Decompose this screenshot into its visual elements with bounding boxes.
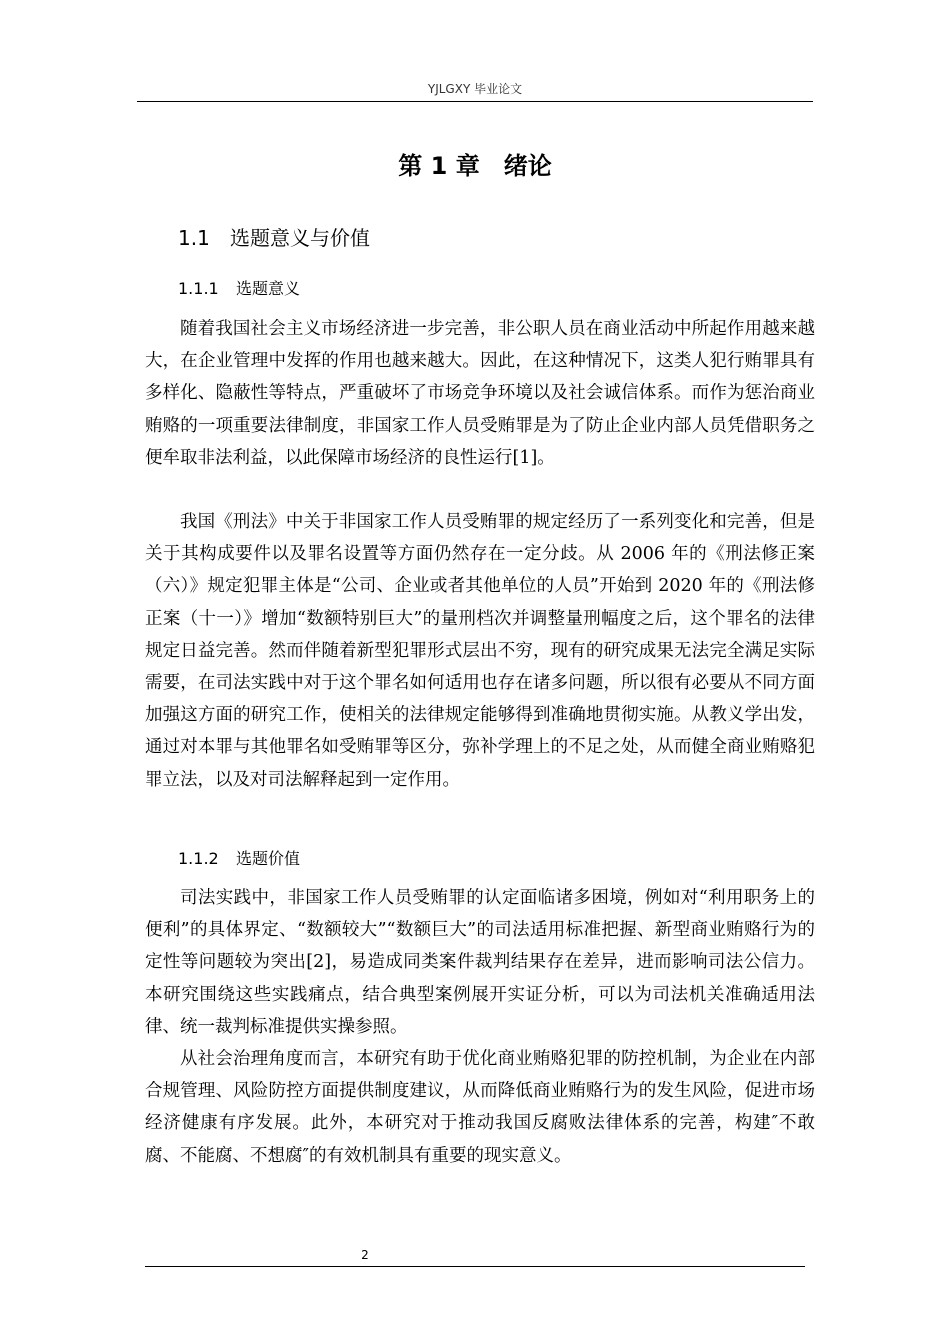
footer-rule — [145, 1266, 805, 1267]
running-header: YJLGXY 毕业论文 — [427, 82, 523, 96]
subsection-number: 1.1.1 — [178, 279, 219, 298]
chapter-title — [0, 146, 950, 181]
subsection-heading-1 — [178, 276, 300, 299]
paragraph: 我国《刑法》中关于非国家工作人员受贿罪的规定经历了一系列变化和完善，但是关于其构成要件以及罪名设置等方面仍然存在一定分歧。从 2006 年的《刑法修正案（六）》规定犯罪主体是“公司、企业或者其他单位的人员”开始到 2020 年的《刑法修正案（十一）》增加“数额特别巨大”的量刑档次并调整量刑幅度之后，这个罪名的法律规定日益完善。然而伴随着新型犯罪形式层出不穷，现有的研究成果无法完全满足实际需要，在司法实践中对于这个罪名如何适用也存在诸多问题，所以很有必要从不同方面加强这方面的研究工作，使相关的法律规定能够得到准确地贯彻实施。从教义学出发，通过对本罪与其他罪名如受贿罪等区分，弥补学理上的不足之处，从而健全商业贿赂犯罪立法，以及对司法解释起到一定作用。 — [145, 512, 815, 790]
page-number: 2 — [361, 1248, 369, 1262]
paragraph: 从社会治理角度而言，本研究有助于优化商业贿赂犯罪的防控机制，为企业在内部合规管理、风险防控方面提供制度建议，从而降低商业贿赂行为的发生风险，促进市场经济健康有序发展。此外，本研究对于推动我国反腐败法律体系的完善，构建″不敢腐、不能腐、不想腐″的有效机制具有重要的现实意义。 — [145, 1049, 815, 1166]
subsection-title: 选题意义 — [236, 279, 301, 298]
header-rule — [137, 101, 813, 102]
paragraph: 随着我国社会主义市场经济进一步完善，非公职人员在商业活动中所起作用越来越大，在企业管理中发挥的作用也越来越大。因此，在这种情况下，这类人犯行贿罪具有多样化、隐蔽性等特点，严重破坏了市场竞争环境以及社会诚信体系。而作为惩治商业贿赂的一项重要法律制度，非国家工作人员受贿罪是为了防止企业内部人员凭借职务之便牟取非法利益，以此保障市场经济的良性运行[1]。 — [145, 319, 815, 468]
subsection-heading-2 — [178, 846, 300, 869]
section-title: 选题意义与价值 — [230, 226, 370, 250]
chapter-name: 绪论 — [503, 152, 552, 180]
chapter-number: 第 1 章 — [398, 152, 480, 180]
subsection-title: 选题价值 — [236, 849, 301, 868]
section-number: 1.1 — [178, 226, 210, 250]
paragraph: 司法实践中，非国家工作人员受贿罪的认定面临诸多困境，例如对“利用职务上的便利”的具体界定、“数额较大”“数额巨大”的司法适用标准把握、新型商业贿赂行为的定性等问题较为突出[2]，易造成同类案件裁判结果存在差异，进而影响司法公信力。本研究围绕这些实践痛点，结合典型案例展开实证分析，可以为司法机关准确适用法律、统一裁判标准提供实操参照。 — [145, 888, 815, 1037]
section-heading — [178, 222, 370, 251]
subsection-number: 1.1.2 — [178, 849, 219, 868]
